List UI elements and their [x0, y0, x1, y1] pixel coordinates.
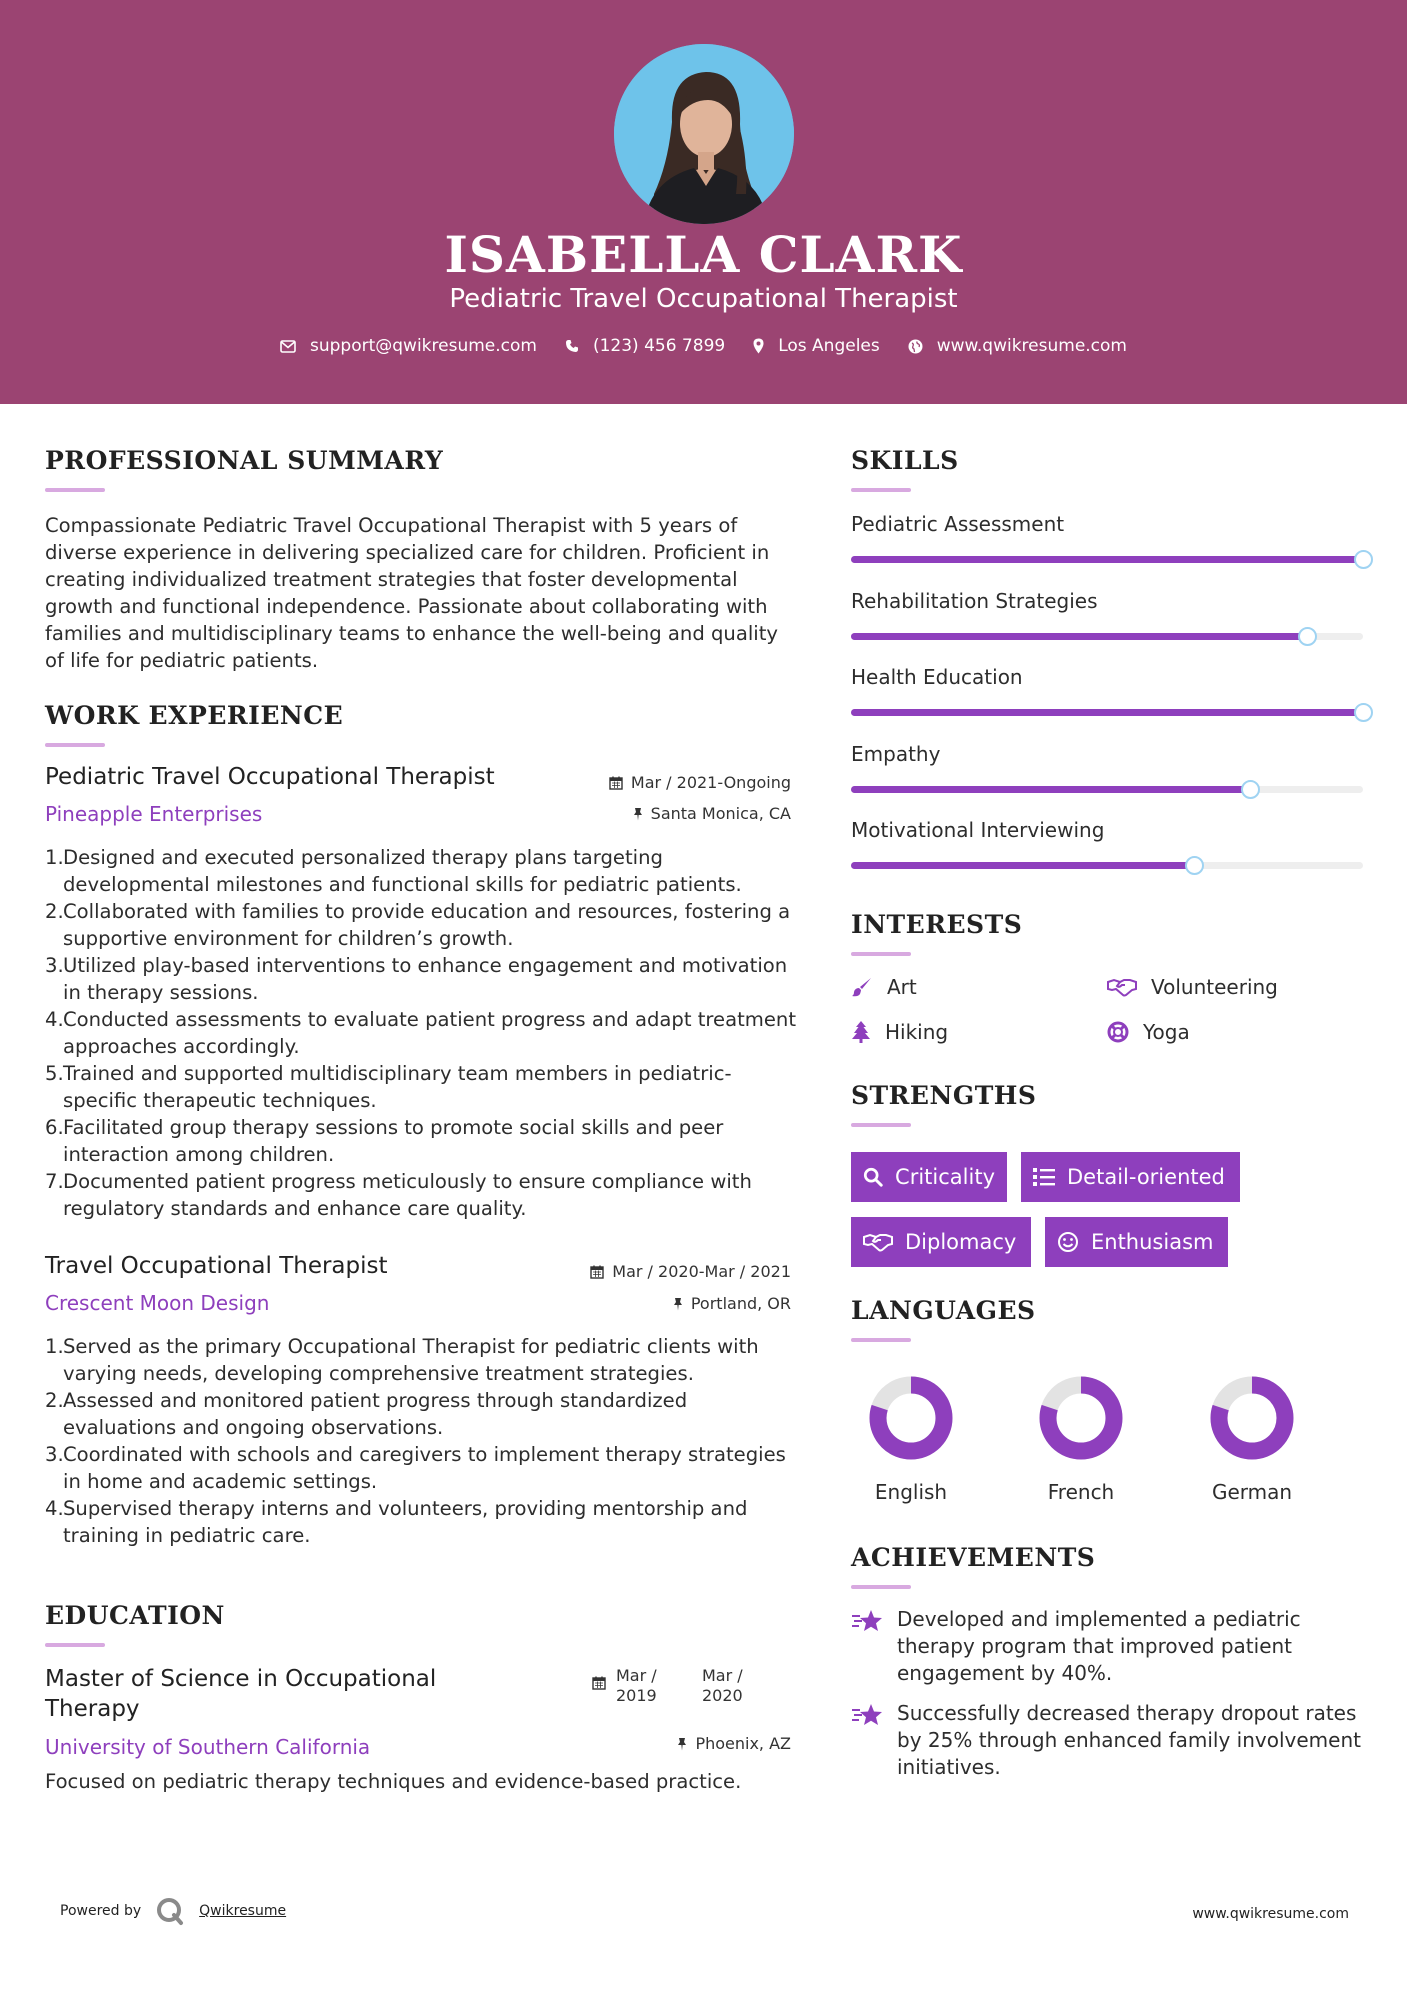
person-silhouette-icon: [614, 44, 794, 224]
list-item: 3. Utilized play-based interventions to enhance engagement and motivation in therapy sessions.: [45, 954, 788, 1004]
interest-hiking: [851, 1020, 948, 1044]
interest-volunteering: [1107, 975, 1278, 999]
education-description: Focused on pediatric therapy techniques and evidence-based practice.: [45, 1770, 742, 1793]
strengths-heading: STRENGTHS: [851, 1081, 1037, 1110]
lifering-icon: [1107, 1021, 1129, 1043]
skill-bar-knob: [1354, 703, 1373, 722]
footer-powered-by: [60, 1896, 286, 1926]
strength-label: Enthusiasm: [1091, 1230, 1214, 1254]
skill-bar-fill: [851, 633, 1307, 640]
education-location: [531, 1734, 791, 1753]
achievement-text: Successfully decreased therapy dropout rates by 25% through enhanced family involvement initiatives.: [897, 1701, 1361, 1779]
skill-label: Motivational Interviewing: [851, 818, 1105, 842]
qwikresume-logo-icon: [155, 1896, 185, 1926]
phone-icon: [565, 339, 579, 353]
list-item: 7. Documented patient progress meticulously to ensure compliance with regulatory standards and enhance care quality.: [45, 1170, 752, 1220]
language-donut: [1031, 1368, 1131, 1468]
interest-yoga: [1107, 1020, 1190, 1044]
paintbrush-icon: [851, 976, 873, 998]
skill-bar-fill: [851, 709, 1363, 716]
shooting-star-icon: [851, 1608, 885, 1634]
contact-email[interactable]: [280, 336, 537, 356]
education-rule: [45, 1643, 105, 1647]
school-name: University of Southern California: [45, 1735, 371, 1759]
contact-row: [0, 336, 1407, 356]
skill-bar-fill: [851, 786, 1250, 793]
summary-heading: PROFESSIONAL SUMMARY: [45, 446, 444, 475]
calendar-icon: [590, 1265, 604, 1279]
languages-rule: [851, 1338, 911, 1342]
list-item: 5. Trained and supported multidisciplinary team members in pediatric-specific therapeutic techniques.: [45, 1062, 732, 1112]
contact-location: [753, 336, 880, 356]
job-bullets: [45, 844, 797, 1222]
interests-heading: INTERESTS: [851, 910, 1023, 939]
skill-bar: [851, 862, 1363, 869]
skill-bar-knob: [1354, 550, 1373, 569]
resume-header: [0, 0, 1407, 404]
skills-rule: [851, 488, 911, 492]
skill-bar: [851, 709, 1363, 716]
footer-website[interactable]: www.qwikresume.com: [1192, 1906, 1349, 1922]
skill-bar-knob: [1185, 856, 1204, 875]
education-start: [616, 1666, 676, 1706]
job-dates-text: Mar / 2020-Mar / 2021: [612, 1262, 791, 1281]
list-item: 1. Designed and executed personalized therapy plans targeting developmental milestones and functional skills for pediatric patients.: [45, 846, 742, 896]
list-icon: [1033, 1167, 1055, 1187]
website-text: www.qwikresume.com: [936, 336, 1127, 356]
list-item: 1. Served as the primary Occupational Therapist for pediatric clients with varying needs, developing comprehensive treatment strategies.: [45, 1335, 759, 1385]
job-bullets: [45, 1333, 797, 1549]
handshake-icon: [1107, 977, 1137, 997]
job-location-text: Santa Monica, CA: [650, 804, 791, 823]
location-text: Los Angeles: [778, 336, 880, 356]
list-item: 6. Facilitated group therapy sessions to promote social skills and peer interaction among children.: [45, 1116, 724, 1166]
globe-icon: [908, 339, 923, 354]
job-dates: [531, 1262, 791, 1281]
candidate-role: Pediatric Travel Occupational Therapist: [449, 284, 958, 314]
education-dates: [592, 1666, 743, 1706]
education-heading: EDUCATION: [45, 1601, 225, 1630]
end-month: Mar /: [702, 1666, 743, 1685]
job-location: [531, 1294, 791, 1313]
job-company: Pineapple Enterprises: [45, 802, 263, 826]
phone-text: (123) 456 7899: [592, 336, 726, 356]
skill-bar-knob: [1241, 780, 1260, 799]
list-item: 2. Collaborated with families to provide education and resources, fostering a supportive environment for children’s growth.: [45, 900, 791, 950]
job-location-text: Portland, OR: [690, 1294, 791, 1313]
skill-bar: [851, 633, 1363, 640]
list-item: 4. Supervised therapy interns and volunteers, providing mentorship and training in pediatric care.: [45, 1497, 748, 1547]
list-item: 2. Assessed and monitored patient progress through standardized evaluations and ongoing observations.: [45, 1389, 688, 1439]
experience-heading: WORK EXPERIENCE: [45, 701, 344, 730]
handshake-icon: [863, 1232, 893, 1252]
education-end: [702, 1666, 743, 1706]
strengths-rule: [851, 1123, 911, 1127]
strength-chip-criticality: [851, 1152, 1007, 1202]
pushpin-icon: [677, 1737, 687, 1751]
skills-heading: SKILLS: [851, 446, 959, 475]
powered-by-text: Powered by: [60, 1903, 142, 1919]
list-item: 3. Coordinated with schools and caregivers to implement therapy strategies in home and academic settings.: [45, 1443, 786, 1493]
contact-website[interactable]: [908, 336, 1127, 356]
language-donut: [1202, 1368, 1302, 1468]
job-dates: [531, 773, 791, 792]
calendar-icon: [592, 1676, 606, 1690]
strength-label: Diplomacy: [905, 1230, 1017, 1254]
interests-rule: [851, 952, 911, 956]
achievement-item: [851, 1700, 1371, 1781]
job-title: Pediatric Travel Occupational Therapist: [45, 764, 495, 790]
summary-rule: [45, 488, 105, 492]
map-pin-icon: [753, 338, 764, 354]
shooting-star-icon: [851, 1702, 885, 1728]
language-donut: [861, 1368, 961, 1468]
achievements-rule: [851, 1585, 911, 1589]
degree-line-2: Therapy: [45, 1696, 140, 1722]
skill-label: Empathy: [851, 741, 941, 766]
interest-label: Art: [887, 975, 917, 999]
skill-bar-fill: [851, 556, 1363, 563]
experience-rule: [45, 743, 105, 747]
strength-chip-diplomacy: [851, 1217, 1031, 1267]
candidate-name: ISABELLA CLARK: [444, 225, 963, 284]
tree-icon: [851, 1020, 871, 1044]
interest-label: Volunteering: [1151, 975, 1278, 999]
skill-bar: [851, 556, 1363, 563]
list-item: 4. Conducted assessments to evaluate patient progress and adapt treatment approaches accordingly.: [45, 1008, 797, 1058]
strength-label: Detail-oriented: [1067, 1165, 1225, 1189]
degree-title: [45, 1664, 436, 1724]
interest-label: Yoga: [1143, 1020, 1190, 1044]
degree-line-1: Master of Science in Occupational: [45, 1666, 437, 1692]
envelope-icon: [280, 340, 296, 353]
pushpin-icon: [673, 1297, 683, 1311]
qwikresume-link[interactable]: Qwikresume: [199, 1903, 287, 1919]
skill-bar: [851, 786, 1363, 793]
pushpin-icon: [633, 807, 643, 821]
summary-text: Compassionate Pediatric Travel Occupational Therapist with 5 years of diverse experience in delivering specialized care for children. Proficient in creating individualized treatment strategies that foster developmental growth and functional independence. Passionate about collaborating with families and multidisciplinary teams to enhance the well-being and quality of life for pediatric patients.: [45, 514, 779, 672]
strength-chip-detail-oriented: [1021, 1152, 1240, 1202]
skill-label: Pediatric Assessment: [851, 512, 1065, 536]
strength-label: Criticality: [895, 1165, 995, 1189]
languages-heading: LANGUAGES: [851, 1296, 1036, 1325]
achievement-item: [851, 1606, 1371, 1687]
email-text: support@qwikresume.com: [310, 336, 537, 356]
education-location-text: Phoenix, AZ: [695, 1734, 791, 1753]
job-dates-text: Mar / 2021-Ongoing: [630, 773, 791, 792]
skill-label: Health Education: [851, 665, 1023, 689]
language-label: English: [874, 1480, 948, 1504]
strength-chip-enthusiasm: [1045, 1217, 1228, 1267]
skill-label: Rehabilitation Strategies: [851, 588, 1098, 613]
job-location: [531, 804, 791, 823]
end-year: 2020: [702, 1686, 743, 1705]
calendar-icon: [609, 776, 623, 790]
interest-art: [851, 975, 917, 999]
skill-bar-knob: [1298, 627, 1317, 646]
contact-phone[interactable]: [565, 336, 725, 356]
start-year: 2019: [616, 1686, 657, 1705]
profile-photo: [614, 44, 794, 224]
job-company: Crescent Moon Design: [45, 1291, 270, 1315]
job-title: Travel Occupational Therapist: [45, 1253, 388, 1279]
language-label: French: [1047, 1480, 1115, 1504]
skill-bar-fill: [851, 862, 1194, 869]
start-month: Mar /: [616, 1666, 657, 1685]
achievement-text: Developed and implemented a pediatric therapy program that improved patient engagement by 40%.: [897, 1607, 1301, 1685]
search-icon: [863, 1166, 883, 1188]
smile-icon: [1057, 1231, 1079, 1253]
interest-label: Hiking: [885, 1020, 949, 1044]
achievements-heading: ACHIEVEMENTS: [851, 1543, 1096, 1572]
language-label: German: [1211, 1480, 1293, 1504]
